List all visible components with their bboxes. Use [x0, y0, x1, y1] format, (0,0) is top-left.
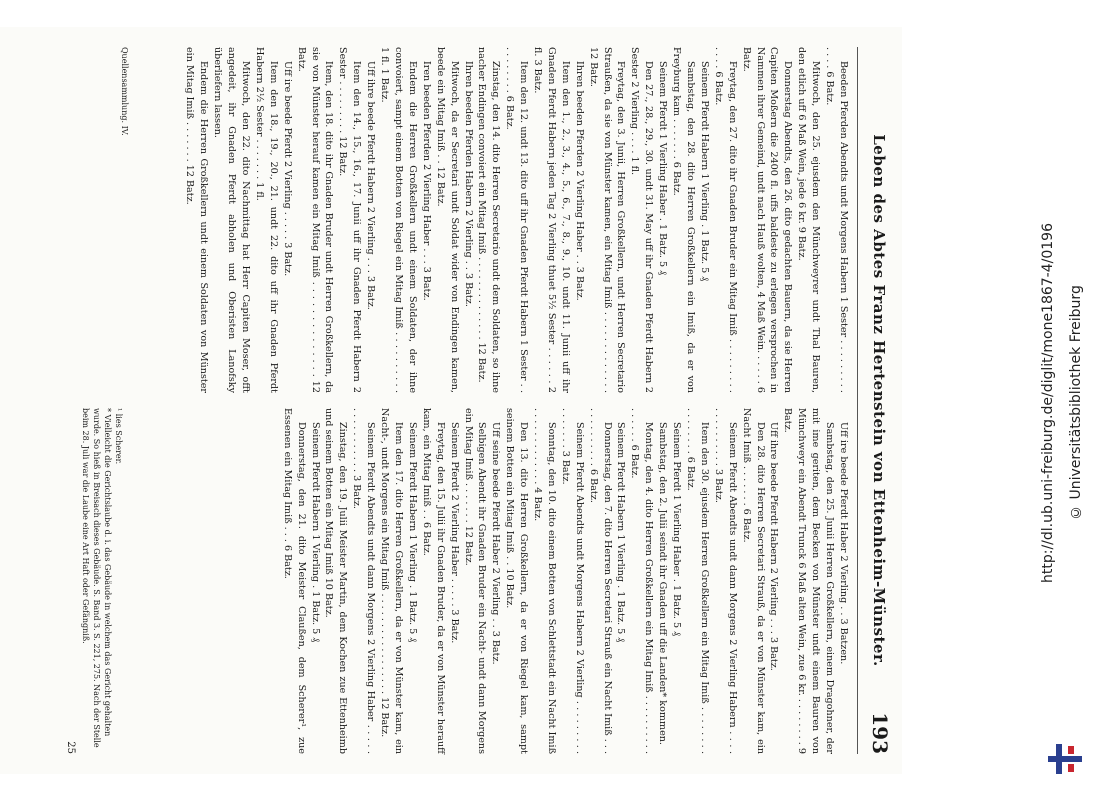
- ledger-entry: Mitwoch, den 25. ejusdem den Münchweyrer undt Thal Bauren, den etlich uff 6 Maß Wein, jede 6 kr. 9 Batz.: [796, 47, 822, 393]
- ledger-entry: Sambstag, den 25. Junii Herren Großkellern, einem Dragohner, der mit ime geriten, dem Becken von Münster undt einem Bauren von Münchweyr ein Abendt Trunck 6 Maß alten Wein, zue 6 kr. . . . . . . . . 9 Batz.: [782, 408, 836, 754]
- ledger-entry: Item, den 18. dito ihr Gnaden Bruder undt Herren Großkellern, da sie von Münster herauf kamen ein Mitag Imiß . . . . . . . . . . . . . . 12 Batz.: [295, 47, 335, 393]
- ledger-entry: Iren beeden Pferden 2 Vierling Haber . . . 3 Batz.: [420, 61, 432, 301]
- ledger-entry: Item den 18., 19., 20., 21. undt 22. dito uff ihr Gnaden Pferdt Habern 2½ Sester . . . . . . . 1 fl.: [253, 47, 279, 393]
- ledger-entry: Beeden Pferden Abendts undt Morgens Habern 1 Sester . . . . . . . . . . . . . 6 Batz.: [824, 47, 849, 393]
- copyright-notice: © Universitätsbibliothek Freiburg: [1068, 285, 1084, 521]
- ledger-entry: Ihren beeden Pferden Habern 2 Vierling . . 3 Batz.: [462, 61, 474, 307]
- ledger-entry: Item den 12. undt 13. dito uff ihr Gnaden Pferdt Habern 1 Sester . . . . . . . . . . 6 Batz.: [504, 47, 530, 393]
- right-text-column: [280, 408, 850, 754]
- footnote: * Vielleicht die Gerichtslaube d. i. das Gebäude in welchem das Gericht gehalten wurde. So hieß in Breisach dieses Gebäude. S. Band 3. S. 221, 275. Nach der Stelle beim 28. Juli war die Laube eine Art Haft oder Gefängniß.: [81, 408, 112, 748]
- ledger-entry: Sambstag, den 2. Julii seindt ihr Gnaden uff die Landen* kommen.: [657, 422, 669, 745]
- ledger-entry: Seinem Pferdt 1 Vierling Haber . 1 Batz. 5 ₰: [671, 422, 683, 636]
- ledger-entry: Uff ire beede Pferdt 2 Vierling . . . . . 3 Batz.: [281, 61, 293, 277]
- ledger-entry: Selbigen Abendt ihr Gnaden Bruder ein Nacht- undt dann Morgens ein Mitag Imiß . . . . . . . 12 Batz.: [462, 408, 488, 754]
- ledger-entry: Montag, den 4. dito Herren Großkellern ein Mitag Imiß . . . . . . . . . . . . . . . . 6 Batz.: [629, 408, 655, 754]
- ledger-entry: Item den 1., 2., 3., 4., 5., 6., 7., 8., 9., 10. undt 11. Junii uff ihr Gnaden Pferdt Habern jeden Tag 2 Vierling thuet 5½ Sester . . . . . . 2 fl. 3 Batz.: [532, 47, 571, 393]
- logo-blue-stem: [1056, 744, 1062, 774]
- ledger-entry: Freytag, den 27. dito ihr Gnaden Bruder ein Mitag Imiß . . . . . . . . . . . . . 6 Batz.: [712, 47, 738, 393]
- ledger-entry: Sambstag, den 28. dito Herren Großkellern ein Imiß, da er von Freyburg kam . . . . . . . 6 Batz.: [671, 47, 697, 393]
- ledger-entry: Seinem Pferdt 2 Vierling Haber . . . . . 3 Batz.: [448, 422, 460, 644]
- logo-red-block-lower: [1068, 764, 1074, 772]
- running-title: Leben des Abtes Franz Hertenstein von Ettenheim-Münster.: [870, 134, 888, 667]
- scanned-page: [0, 27, 902, 774]
- footnotes-block: [65, 408, 130, 754]
- ledger-entry: Donnerstag Abendts, den 26. dito gedachten Bauern, da sie Herren Capiten Moßern die 2400 fl. uffs baldeste zu erlegen versprochen in Nammen ihrer Gemeind, undt nach Hauß wolten, 4 Maß Wein. . . . . . 6 Batz.: [740, 47, 794, 393]
- ledger-entry: Seinem Pferdt Abendts undt dann Morgens 2 Vierling Habern . . . . . . . . . . . . . . 3 Batz.: [712, 408, 738, 754]
- ledger-entry: Seinem Pferdt Abendts undt dann Morgens 2 Vierling Haber . . . . . . . . . . . . . . . . 3 Batz.: [351, 408, 377, 754]
- ledger-entry: Item den 17. dito Herren Großkellern, da er von Münster kam, ein Nacht-, undt Morgens ein Mitag Imiß . . . . . . . . . . . . . . . . . 12 Batz.: [379, 408, 404, 754]
- footnotes: [80, 408, 124, 754]
- ledger-entry: Uff ihre beede Pferdt Habern 2 Vierling . . . 3 Batz.: [365, 61, 377, 310]
- ledger-entry: Ihren beeden Pferden 2 Vierling Haber . . 3 Batz.: [573, 61, 585, 301]
- logo-red-block: [1068, 746, 1074, 754]
- library-logo-icon: [1048, 744, 1082, 774]
- ledger-entry: Uff ihre beede Pferdt Habern 2 Vierling . . . 3 Batz.: [768, 422, 780, 671]
- ledger-entry: Endem die Herren Großkellern undt einem Soldaten, der ihne convoiert, sampt einem Botten von Riegel ein Mitag Imiß . . . . . . . . . . 1 fl. 1 Batz.: [379, 47, 418, 393]
- ledger-entry: Zinstag, den 19. Julii Meister Martin, dem Kochen zue Ettenheimb und seinem Botten ein Mitag Imiß 10 Batz.: [323, 408, 349, 754]
- footnote: ¹ lies Scherer.: [114, 408, 123, 465]
- ledger-entry: Den 13. dito Herren Großkellern, da er von Riegel kam, sampt seinem Botten ein Mitag Imiß . . 10 Batz.: [504, 408, 530, 754]
- ledger-entry: Mitwoch, da er Secretari undt Soldat wider von Endingen kamen, beede ein Mitag Imiß . . 12 Batz.: [434, 47, 460, 393]
- ledger-entry: Item den 14., 15., 16., 17. Junii uff ihr Gnaden Pferdt Habern 2 Sester . . . . . . . . . 12 Batz.: [337, 47, 363, 393]
- logo-blue-bar: [1048, 756, 1082, 762]
- page-number: 193: [868, 712, 892, 754]
- left-column-footer: Quellensammlung. IV.: [120, 47, 129, 136]
- header-rule: [857, 47, 858, 754]
- ledger-entry: Seinem Pferdt Habern 1 Vierling . 1 Batz. 5 ₰: [406, 422, 418, 643]
- ledger-entry: Donnerstag, den 21. dito Meister Claußen, dem Scherer¹, zue Essenen ein Mitag Imiß . . . 6 Batz.: [281, 408, 307, 754]
- source-url-link[interactable]: http://dl.ub.uni-freiburg.de/diglit/mone1867-4/0196: [1040, 223, 1056, 583]
- ledger-entry: Donnerstag, den 7. dito Herren Secretari Strauß ein Nacht Imiß . . . . . . . . . . . . . 6 Batz.: [587, 408, 613, 754]
- ledger-entry: Den 28. dito Herren Secretari Strauß, da er von Münster kam, ein Nacht Imiß . . . . . . . 6 Batz.: [740, 408, 766, 754]
- ledger-entry: Den 27., 28., 29., 30. undt 31. May uff ihr Gnaden Pferdt Habern 2 Sester 2 Vierling . . . . 1 fl.: [629, 47, 655, 393]
- ledger-entry: Seinem Pferdt Habern 1 Vierling . 1 Batz. 5 ₰: [698, 61, 710, 282]
- ledger-entry: Uff ire beede Pferdt Haber 2 Vierling . . 3 Batzen.: [838, 422, 849, 665]
- ledger-entry: Uff seine beede Pferdt Haber 2 Vierling . . 3 Batz.: [490, 422, 502, 665]
- ledger-entry: Zinstag, den 14. dito Herren Secretario undt dem Soldaten, so ihne nacher Endingen convoiert ein Mitag Imiß . . . . . . . . . . . . . . 12 Batz.: [476, 47, 502, 393]
- ledger-entry: Endem die Herren Großkellern undt einem Soldaten von Münster ein Mitag Imiß . . . . . . . 12 Batz.: [184, 47, 210, 393]
- ledger-entry: Seinem Pferdt Abendts undt Morgens Habern 2 Vierling . . . . . . . . . . . . . . . . 3 Batz.: [559, 408, 585, 754]
- left-text-column: [183, 47, 851, 393]
- ledger-entry: Freytag, den 3. Junii, Herren Großkellern, undt Herren Secretario Straußen, da sie von Münster kamen, ein Mitag Imiß . . . . . . . . . . . . . 12 Batz.: [587, 47, 627, 393]
- signature-mark: 25: [65, 741, 76, 754]
- ledger-entry: Sonntag, den 10. dito einem Botten von Schlettstadt ein Nacht Imiß . . . . . . . . . . . . . 4 Batz.: [532, 408, 557, 754]
- ledger-entry: Mitwoch, den 22. dito Nachmittag hat Herr Capiten Moser, offt angedeit, ihr Gnaden Pferdt abholen und Oberisten Lanofsky überliefern lassen.: [212, 47, 252, 393]
- page-header: [862, 47, 892, 754]
- ledger-entry: Item den 30. ejusdem Herren Großkellern ein Mitag Imiß . . . . . . . . . . . . . . . . 6 Batz.: [685, 408, 710, 754]
- ledger-entry: Seinem Pferdt Habern 1 Vierling . 1 Batz. 5 ₰: [309, 422, 321, 643]
- ledger-entry: Seinem Pferdt 1 Vierling Haber . 1 Batz. 5 ₰: [657, 61, 669, 275]
- ledger-entry: Seinem Pferdt Habern 1 Vierling . 1 Batz. 5 ₰: [615, 422, 627, 643]
- ledger-entry: Freytag, den 15. Julii ihr Gnaden Bruder, da er von Münster herauff kam, ein Mitag Imiß . . 6 Batz.: [420, 408, 446, 754]
